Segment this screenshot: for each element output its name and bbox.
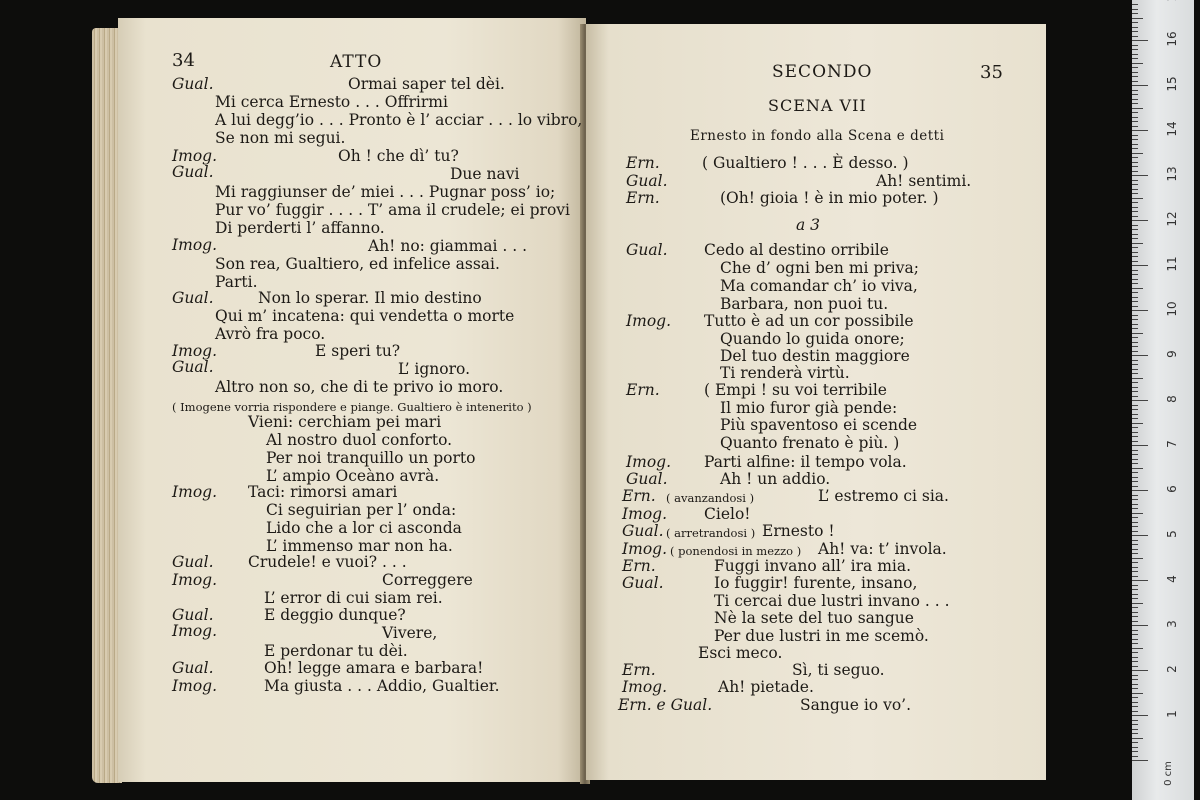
ruler-tick: [1132, 45, 1138, 46]
ruler-tick: [1132, 4, 1138, 5]
speaker-label: Ern.: [626, 189, 660, 207]
ruler-tick: [1132, 234, 1138, 235]
ruler-tick: [1132, 382, 1138, 383]
speaker-label: Ern. e Gual.: [618, 696, 713, 714]
ruler-tick: [1132, 40, 1148, 41]
ruler-tick: [1132, 612, 1138, 613]
ruler-tick: [1132, 247, 1138, 248]
ruler-tick: [1132, 459, 1138, 460]
verse-line: Mi cerca Ernesto . . . Offrirmi: [215, 93, 448, 111]
verse-line: E speri tu?: [315, 342, 401, 360]
verse-line: Cedo al destino orribile: [704, 241, 889, 259]
ruler-tick: [1132, 391, 1138, 392]
speaker-label: Imog.: [172, 147, 218, 165]
verse-line: Lido che a lor ci asconda: [266, 519, 462, 537]
speaker-label: Gual.: [172, 659, 214, 677]
ruler-tick: [1132, 594, 1138, 595]
verse-line: Ah! sentimi.: [876, 172, 972, 190]
ruler-tick: [1132, 445, 1148, 446]
ruler-tick: [1132, 76, 1138, 77]
ruler-tick: [1132, 639, 1138, 640]
ruler-tick: [1132, 229, 1138, 230]
a3-heading: [796, 216, 820, 234]
ruler-label: 12: [1165, 211, 1179, 227]
ruler-tick: [1132, 342, 1138, 343]
speaker-label: Gual.: [626, 172, 668, 190]
ruler-tick: [1132, 202, 1138, 203]
verse-line: Ah! pietade.: [718, 678, 814, 696]
verse-line: Di perderti l’ affanno.: [215, 219, 385, 237]
ruler-label: 1: [1165, 710, 1179, 718]
ruler-tick: [1132, 414, 1138, 415]
verse-line: Il mio furor già pende:: [720, 399, 898, 417]
ruler-tick: [1132, 472, 1138, 473]
ruler-tick: [1132, 477, 1138, 478]
speaker-label: Gual.: [172, 75, 214, 93]
ruler-tick: [1132, 603, 1143, 604]
ruler-tick: [1132, 409, 1138, 410]
verse-line: Due navi: [450, 165, 520, 183]
verse-line: Ah! va: t’ invola.: [818, 540, 947, 558]
verse-line: Quando lo guida onore;: [720, 330, 905, 348]
ruler-tick: [1132, 265, 1148, 266]
ruler-label: [1165, 0, 1179, 6]
ruler-tick: [1132, 738, 1143, 739]
ruler-tick: [1132, 67, 1138, 68]
speaker-label: Gual.: [172, 358, 214, 376]
ruler-tick: [1132, 670, 1148, 671]
ruler-tick: [1132, 292, 1138, 293]
ruler-tick: [1132, 679, 1138, 680]
speaker-label: Ern.: [626, 154, 660, 172]
verse-line: L’ ampio Oceàno avrà.: [266, 467, 440, 485]
ruler-tick: [1132, 297, 1138, 298]
ruler-tick: [1132, 481, 1138, 482]
ruler-tick: [1132, 423, 1143, 424]
ruler-tick: [1132, 373, 1138, 374]
verse-line: L’ estremo ci sia.: [818, 487, 949, 505]
speaker-label: Ern.: [622, 557, 656, 575]
ruler-tick: [1132, 121, 1138, 122]
speaker-label: Imog.: [622, 505, 668, 523]
ruler-tick: [1132, 288, 1143, 289]
ruler-tick: [1132, 211, 1138, 212]
ruler-tick: [1132, 153, 1143, 154]
verse-line: Oh ! che dì’ tu?: [338, 147, 459, 165]
ruler-tick: [1132, 112, 1138, 113]
ruler-tick: [1132, 364, 1138, 365]
ruler-tick: [1132, 279, 1138, 280]
ruler-tick: [1132, 139, 1138, 140]
speaker-label: Imog.: [626, 453, 672, 471]
verse-line: Sì, ti seguo.: [792, 661, 885, 679]
scene-title: SCENA VII: [768, 96, 867, 115]
verse-line: Al nostro duol conforto.: [266, 431, 453, 449]
ruler-tick: [1132, 36, 1138, 37]
ruler-tick: [1132, 418, 1138, 419]
ruler-tick: [1132, 220, 1148, 221]
ruler-tick: [1132, 328, 1138, 329]
verse-line: Per noi tranquillo un porto: [266, 449, 476, 467]
ruler-tick: [1132, 238, 1138, 239]
ruler-tick: [1132, 729, 1138, 730]
verse-line: Più spaventoso ei scende: [720, 416, 918, 434]
ruler-tick: [1132, 387, 1138, 388]
ruler-tick: [1132, 81, 1138, 82]
verse-line: ( Empi ! su voi terribile: [704, 381, 887, 399]
verse-line: L’ error di cui siam rei.: [264, 589, 443, 607]
ruler-tick: [1132, 315, 1138, 316]
ruler-tick: [1132, 351, 1138, 352]
ruler-label: 9: [1165, 350, 1179, 358]
ruler-label: 2: [1165, 665, 1179, 673]
ruler-tick: [1132, 135, 1138, 136]
ruler-tick: [1132, 621, 1138, 622]
ruler-tick: [1132, 49, 1138, 50]
ruler-tick: [1132, 225, 1138, 226]
ruler-tick: [1132, 558, 1143, 559]
ruler-tick: [1132, 252, 1138, 253]
stage-direction: ( avanzandosi ): [666, 491, 755, 505]
ruler-tick: [1132, 702, 1138, 703]
ruler-tick: [1132, 454, 1138, 455]
ruler-tick: [1132, 198, 1143, 199]
ruler-tick: [1132, 585, 1138, 586]
ruler-tick: [1132, 598, 1138, 599]
ruler-tick: [1132, 562, 1138, 563]
verse-line: Se non mi segui.: [215, 129, 346, 147]
speaker-label: Gual.: [172, 289, 214, 307]
ruler-tick: [1132, 18, 1143, 19]
ruler-tick: [1132, 126, 1138, 127]
verse-line: Per due lustri in me scemò.: [714, 627, 929, 645]
ruler-label: 3: [1165, 620, 1179, 628]
ruler-tick: [1132, 544, 1138, 545]
scene-subtitle: Ernesto in fondo alla Scena e detti: [690, 128, 945, 144]
ruler-tick: [1132, 513, 1143, 514]
verse-line: Che d’ ogni ben mi priva;: [720, 259, 919, 277]
ruler-tick: [1132, 657, 1138, 658]
speaker-label: Imog.: [172, 571, 218, 589]
ruler-label: 5: [1165, 530, 1179, 538]
ruler-tick: [1132, 742, 1138, 743]
speaker-label: Gual.: [622, 574, 664, 592]
verse-line: Ma giusta . . . Addio, Gualtier.: [264, 677, 500, 695]
ruler-tick: [1132, 13, 1138, 14]
verse-line: Ernesto !: [762, 522, 835, 540]
ruler-tick: [1132, 319, 1138, 320]
ruler-label: 11: [1165, 256, 1179, 272]
ruler-tick: [1132, 634, 1138, 635]
ruler-tick: [1132, 99, 1138, 100]
ruler-tick: [1132, 72, 1138, 73]
ruler-tick: [1132, 54, 1138, 55]
ruler-label: 14: [1165, 121, 1179, 137]
stage-direction: ( ponendosi in mezzo ): [670, 544, 802, 558]
ruler-tick: [1132, 441, 1138, 442]
ruler-tick: [1132, 756, 1138, 757]
verse-line: Nè la sete del tuo sangue: [714, 609, 914, 627]
ruler-tick: [1132, 531, 1138, 532]
ruler-tick: [1132, 63, 1143, 64]
verse-line: Altro non so, che di te privo io moro.: [215, 378, 504, 396]
verse-line: L’ ignoro.: [398, 360, 471, 378]
verse-line: Crudele! e vuoi? . . .: [248, 553, 407, 571]
ruler-tick: [1132, 157, 1138, 158]
verse-line: A lui degg’io . . . Pronto è l’ acciar . . . lo vibro,: [215, 111, 583, 129]
ruler-tick: [1132, 490, 1148, 491]
ruler-tick: [1132, 711, 1138, 712]
ruler-tick: [1132, 666, 1138, 667]
ruler-tick: [1132, 243, 1143, 244]
speaker-label: Imog.: [626, 312, 672, 330]
speaker-label: Imog.: [172, 483, 218, 501]
ruler-tick: [1132, 130, 1148, 131]
verse-line: ( Gualtiero ! . . . È desso. ): [702, 154, 909, 172]
ruler-tick: [1132, 94, 1138, 95]
ruler-tick: [1132, 148, 1138, 149]
ruler-tick: [1132, 589, 1138, 590]
ruler-tick: [1132, 324, 1138, 325]
ruler-tick: [1132, 427, 1138, 428]
ruler-tick: [1132, 108, 1143, 109]
verse-line: E deggio dunque?: [264, 606, 406, 624]
ruler-tick: [1132, 720, 1138, 721]
verse-line: Oh! legge amara e barbara!: [264, 659, 484, 677]
ruler-tick: [1132, 630, 1138, 631]
ruler-tick: [1132, 693, 1143, 694]
verse-line: Ti cercai due lustri invano . . .: [714, 592, 950, 610]
speaker-label: Imog.: [172, 622, 218, 640]
ruler-tick: [1132, 216, 1138, 217]
verse-line: Pur vo’ fuggir . . . . T’ ama il crudele; ei provi: [215, 201, 570, 219]
verse-line: Ormai saper tel dèi.: [348, 75, 505, 93]
speaker-label: Imog.: [172, 342, 218, 360]
ruler-tick: [1132, 499, 1138, 500]
ruler-tick: [1132, 526, 1138, 527]
left-page-number: 34: [172, 50, 195, 71]
verse-line: Ci seguirian per l’ onda:: [266, 501, 457, 519]
ruler-tick: [1132, 166, 1138, 167]
ruler-tick: [1132, 333, 1143, 334]
ruler-tick: [1132, 189, 1138, 190]
ruler-tick: [1132, 355, 1148, 356]
verse-line: Non lo sperar. Il mio destino: [258, 289, 482, 307]
ruler-tick: [1132, 180, 1138, 181]
ruler-tick: [1132, 261, 1138, 262]
ruler-tick: [1132, 648, 1143, 649]
ruler-tick: [1132, 675, 1138, 676]
ruler-tick: [1132, 27, 1138, 28]
ruler-label: 13: [1165, 166, 1179, 182]
ruler-tick: [1132, 616, 1138, 617]
verse-line: Avrò fra poco.: [215, 325, 326, 343]
ruler-tick: [1132, 22, 1138, 23]
speaker-label: Ern.: [626, 381, 660, 399]
speaker-label: Imog.: [172, 236, 218, 254]
speaker-label: Gual.: [626, 470, 668, 488]
ruler-tick: [1132, 697, 1138, 698]
ruler-tick: [1132, 360, 1138, 361]
right-page-number: 35: [980, 62, 1003, 83]
ruler-label: 15: [1165, 76, 1179, 92]
ruler-tick: [1132, 256, 1138, 257]
verse-line: Cielo!: [704, 505, 751, 523]
ruler-label: 4: [1165, 575, 1179, 583]
verse-line: Son rea, Gualtiero, ed infelice assai.: [215, 255, 500, 273]
speaker-label: Imog.: [622, 678, 668, 696]
verse-line: Mi raggiunser de’ miei . . . Pugnar poss’ io;: [215, 183, 556, 201]
ruler-tick: [1132, 450, 1138, 451]
ruler-tick: [1132, 400, 1148, 401]
speaker-label: Ern.: [622, 487, 656, 505]
speaker-label: Gual.: [626, 241, 668, 259]
verse-line: Correggere: [382, 571, 473, 589]
ruler-label: 10: [1165, 301, 1179, 317]
ruler-tick: [1132, 486, 1138, 487]
speaker-label: Gual.: [172, 553, 214, 571]
ruler-tick: [1132, 301, 1138, 302]
ruler-tick: [1132, 184, 1138, 185]
ruler-tick: [1132, 522, 1138, 523]
ruler-tick: [1132, 652, 1138, 653]
ruler-tick: [1132, 31, 1138, 32]
ruler-tick: [1132, 715, 1148, 716]
ruler-tick: [1132, 378, 1143, 379]
speaker-label: Ern.: [622, 661, 656, 679]
speaker-label: Imog.: [172, 677, 218, 695]
ruler-tick: [1132, 310, 1148, 311]
ruler-tick: [1132, 337, 1138, 338]
verse-line: Taci: rimorsi amari: [248, 483, 398, 501]
ruler-tick: [1132, 405, 1138, 406]
ruler-tick: [1132, 369, 1138, 370]
verse-line: Ah ! un addio.: [720, 470, 831, 488]
ruler-tick: [1132, 535, 1148, 536]
ruler-tick: [1132, 567, 1138, 568]
verse-line: Ah! no: giammai . . .: [368, 237, 528, 255]
stage-direction: ( Imogene vorria rispondere e piange. Gualtiero è intenerito ): [172, 400, 532, 414]
speaker-label: Gual.: [172, 163, 214, 181]
speaker-label: Gual.: [172, 606, 214, 624]
verse-line: E perdonar tu dèi.: [264, 642, 408, 660]
ruler-tick: [1132, 90, 1138, 91]
ruler-tick: [1132, 171, 1138, 172]
verse-line: Barbara, non puoi tu.: [720, 295, 889, 313]
verse-line: Parti.: [215, 273, 258, 291]
ruler-tick: [1132, 760, 1148, 761]
verse-line: Io fuggir! furente, insano,: [714, 574, 918, 592]
ruler-tick: [1132, 706, 1138, 707]
verse-line: Tutto è ad un cor possibile: [704, 312, 914, 330]
ruler-unit-label: 0 cm: [1162, 761, 1174, 786]
ruler-tick: [1132, 283, 1138, 284]
ruler-tick: [1132, 517, 1138, 518]
right-running-header: SECONDO: [772, 62, 873, 82]
ruler-tick: [1132, 144, 1138, 145]
ruler-tick: [1132, 688, 1138, 689]
ruler-tick: [1132, 576, 1138, 577]
ruler-tick: [1132, 432, 1138, 433]
ruler-tick: [1132, 580, 1148, 581]
verse-line: Vieni: cerchiam pei mari: [248, 413, 442, 431]
ruler-tick: [1132, 85, 1148, 86]
verse-line: Quanto frenato è più. ): [720, 434, 900, 452]
ruler-tick: [1132, 270, 1138, 271]
ruler-tick: [1132, 625, 1148, 626]
ruler-tick: [1132, 193, 1138, 194]
verse-line: Qui m’ incatena: qui vendetta o morte: [215, 307, 515, 325]
left-running-header: ATTO: [330, 52, 383, 72]
ruler-tick: [1132, 207, 1138, 208]
ruler-label: 16: [1165, 31, 1179, 47]
ruler-tick: [1132, 463, 1138, 464]
ruler-label: 8: [1165, 395, 1179, 403]
ruler-tick: [1132, 436, 1138, 437]
stage-direction: ( arretrandosi ): [666, 526, 756, 540]
ruler-tick: [1132, 495, 1138, 496]
ruler-tick: [1132, 733, 1138, 734]
ruler-tick: [1132, 9, 1138, 10]
ruler-tick: [1132, 468, 1143, 469]
ruler-tick: [1132, 175, 1148, 176]
measuring-ruler: [1132, 0, 1194, 800]
ruler-tick: [1132, 607, 1138, 608]
ruler-tick: [1132, 508, 1138, 509]
ruler-tick: [1132, 549, 1138, 550]
ruler-tick: [1132, 571, 1138, 572]
ruler-tick: [1132, 751, 1138, 752]
ruler-tick: [1132, 117, 1138, 118]
ruler-tick: [1132, 306, 1138, 307]
ruler-tick: [1132, 396, 1138, 397]
ruler-tick: [1132, 504, 1138, 505]
ruler-tick: [1132, 540, 1138, 541]
verse-line: Sangue io vo’.: [800, 696, 912, 714]
ruler-tick: [1132, 747, 1138, 748]
ruler-tick: [1132, 346, 1138, 347]
ruler-label: 6: [1165, 485, 1179, 493]
verse-line: Parti alfine: il tempo vola.: [704, 453, 907, 471]
verse-line: Fuggi invano all’ ira mia.: [714, 557, 912, 575]
ruler-tick: [1132, 58, 1138, 59]
verse-line: L’ immenso mar non ha.: [266, 537, 453, 555]
ruler-tick: [1132, 274, 1138, 275]
ruler-tick: [1132, 553, 1138, 554]
ruler-label: 7: [1165, 440, 1179, 448]
verse-line: Ma comandar ch’ io viva,: [720, 277, 918, 295]
ruler-tick: [1132, 724, 1138, 725]
ruler-tick: [1132, 103, 1138, 104]
speaker-label: Gual.: [622, 522, 664, 540]
verse-line: Del tuo destin maggiore: [720, 347, 910, 365]
ruler-tick: [1132, 684, 1138, 685]
verse-line: (Oh! gioia ! è in mio poter. ): [720, 189, 939, 207]
verse-line: Esci meco.: [698, 644, 783, 662]
ruler-tick: [1132, 162, 1138, 163]
a3-label: a 3: [796, 216, 821, 234]
verse-line: Ti renderà virtù.: [720, 364, 850, 382]
ruler-tick: [1132, 643, 1138, 644]
speaker-label: Imog.: [622, 540, 668, 558]
ruler-tick: [1132, 661, 1138, 662]
verse-line: Vivere,: [382, 624, 438, 642]
